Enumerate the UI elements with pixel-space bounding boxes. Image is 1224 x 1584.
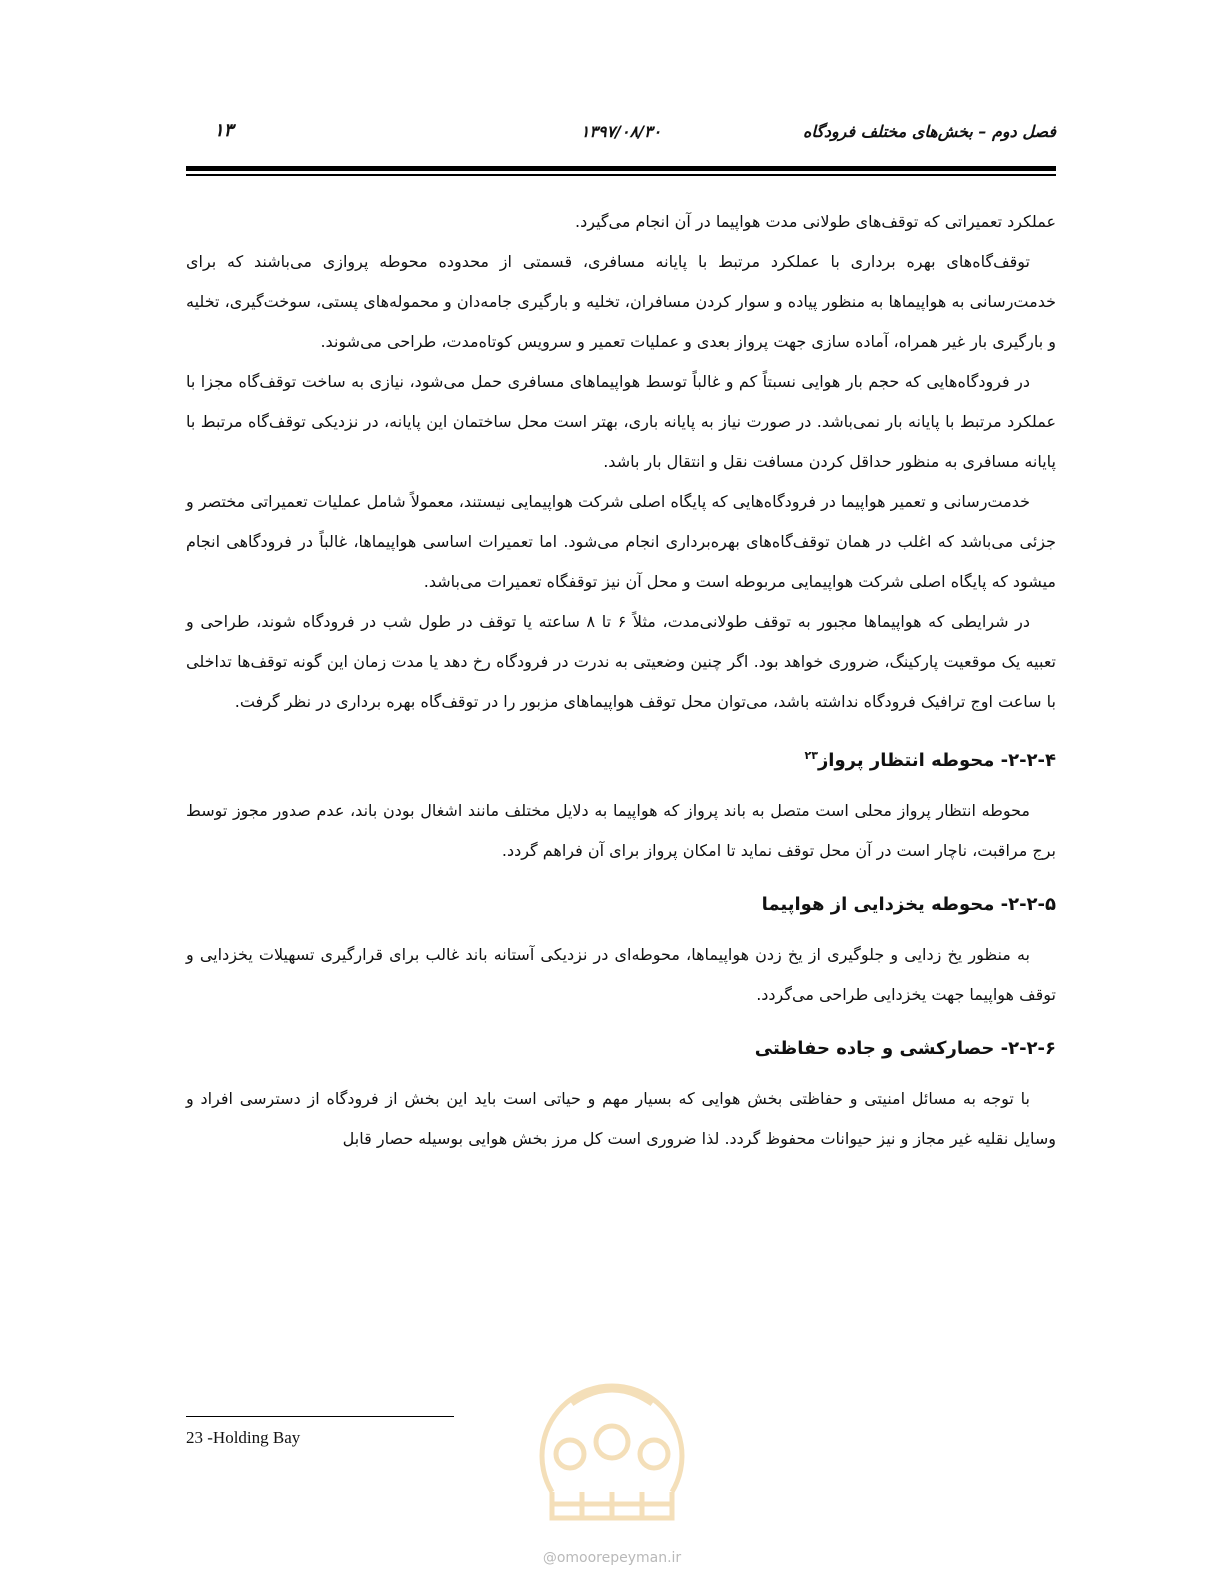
chapter-title: فصل دوم – بخش‌های مختلف فرودگاه <box>802 122 1056 141</box>
paragraph-holding-bay: محوطه انتظار پرواز محلی است متصل به باند پرواز که هواپیما به دلایل مختلف مانند اشغال بودن باند، عدم صدور مجوز توسط برج مراقبت، ناچار است در آن محل توقف نماید تا امکان پرواز برای آن فراهم گردد. <box>186 801 1056 860</box>
footnote: 23 -Holding Bay <box>186 1428 301 1447</box>
paragraph-long-term-parking: در شرایطی که هواپیماها مجبور به توقف طولانی‌مدت، مثلاً ۶ تا ۸ ساعته یا توقف در طول شب در فرودگاه شوند، طراحی و تعبیه یک موقعیت پارکینگ، ضروری خواهد بود. اگر چنین وضعیتی به ندرت در فرودگاه رخ دهد یا مدت زمان این گونه توقف‌ها تداخلی با ساعت اوج ترافیک فرودگاه نداشته باشد، می‌توان محل توقف هواپیماهای مزبور را در توقف‌گاه بهره برداری در نظر گرفت. <box>186 612 1056 711</box>
page-body <box>186 202 1056 1159</box>
heading-holding-bay <box>186 738 1056 779</box>
paragraph-continuation: عملکرد تعمیراتی که توقف‌های طولانی مدت هواپیما در آن انجام می‌گیرد. <box>575 212 1056 231</box>
header-rule-thick <box>186 166 1056 171</box>
heading-fencing: ۲-۲-۶- حصارکشی و جاده حفاظتی <box>754 1038 1056 1059</box>
watermark-url: @omoorepeyman.ir <box>542 1550 682 1566</box>
footnote-ref: ۲۳ <box>804 749 818 762</box>
page-header <box>186 118 1056 148</box>
header-rule-thin <box>186 174 1056 176</box>
footnote-rule <box>186 1416 454 1417</box>
paragraph-deicing: به منظور یخ زدایی و جلوگیری از یخ زدن هواپیماها، محوطه‌ای در نزدیکی آستانه باند غالب برای قرارگیری تسهیلات یخزدایی و توقف هواپیما جهت یخزدایی طراحی می‌گردد. <box>186 945 1056 1004</box>
page-number: ۱۳ <box>214 120 234 141</box>
heading-deicing: ۲-۲-۵- محوطه یخزدایی از هواپیما <box>761 894 1056 915</box>
watermark-seal-icon <box>512 1342 712 1538</box>
header-date: ۱۳۹۷/۰۸/۳۰ <box>580 122 662 141</box>
heading-holding-bay-text: ۲-۲-۴- محوطه انتظار پرواز <box>817 750 1056 771</box>
paragraph-fencing: با توجه به مسائل امنیتی و حفاظتی بخش هوایی که بسیار مهم و حیاتی است باید این بخش از فرودگاه از دسترسی افراد و وسایل نقلیه غیر مجاز و نیز حیوانات محفوظ گردد. لذا ضروری است کل مرز بخش هوایی بوسیله حصار قابل <box>186 1089 1056 1148</box>
paragraph-cargo-stands: در فرودگاه‌هایی که حجم بار هوایی نسبتاً کم و غالباً توسط هواپیماهای مسافری حمل می‌شود، نیازی به ساخت توقف‌گاه مجزا با عملکرد مرتبط با پایانه بار نمی‌باشد. در صورت نیاز به پایانه باری، بهتر است محل ساختمان این پایانه، در نزدیکی توقف‌گاه مرتبط با پایانه مسافری به منظور حداقل کردن مسافت نقل و انتقال بار باشد. <box>186 372 1056 471</box>
paragraph-maintenance: خدمت‌رسانی و تعمیر هواپیما در فرودگاه‌هایی که پایگاه اصلی شرکت هواپیمایی نیستند، معمولاً شامل عملیات تعمیراتی مختصر و جزئی می‌باشد که اغلب در همان توقف‌گاه‌های بهره‌برداری انجام می‌شود. اما تعمیرات اساسی هواپیماها، غالباً در فرودگاهی انجام میشود که پایگاه اصلی شرکت هواپیمایی مربوطه است و محل آن نیز توقفگاه تعمیرات می‌باشد. <box>186 492 1056 591</box>
paragraph-operational-stands: توقف‌گاه‌های بهره برداری با عملکرد مرتبط با پایانه مسافری، قسمتی از محدوده محوطه پروازی می‌باشند که برای خدمت‌رسانی به هواپیماها به منظور پیاده و سوار کردن مسافران، تخلیه و بارگیری جامه‌دان و محموله‌های پستی، سوخت‌گیری، تخلیه و بارگیری بار غیر همراه، آماده سازی جهت پرواز بعدی و عملیات تعمیر و سرویس کوتاه‌مدت، طراحی می‌شوند. <box>186 252 1056 351</box>
